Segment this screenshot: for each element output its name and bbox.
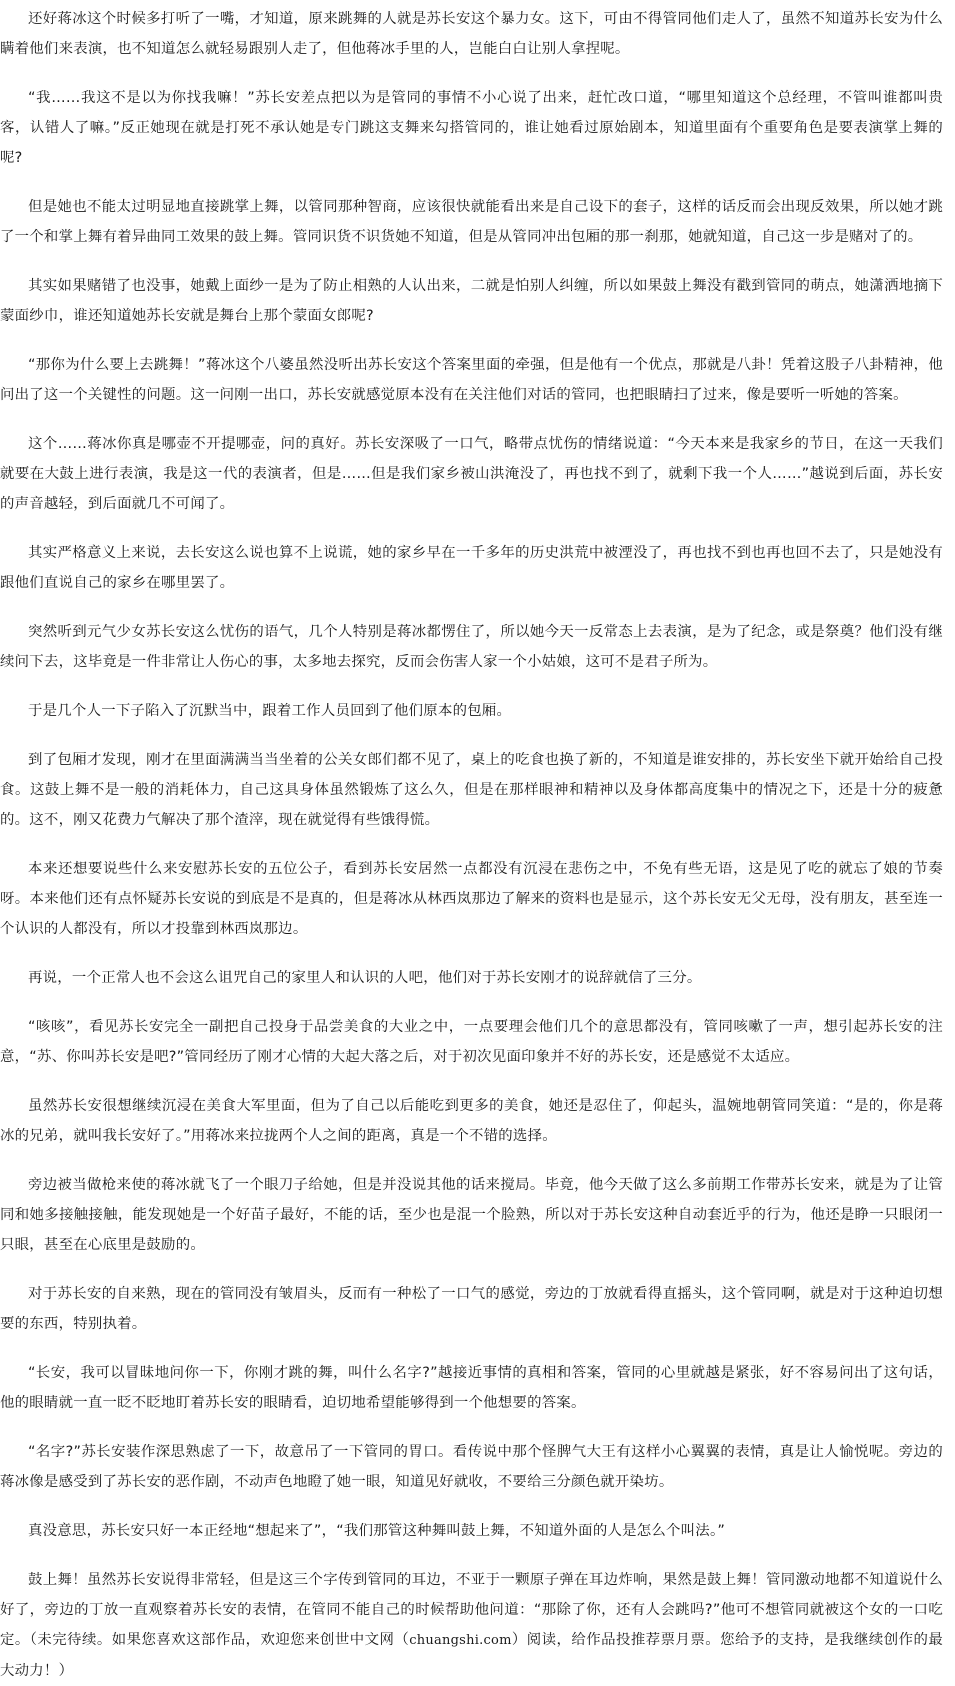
paragraph: 对于苏长安的自来熟，现在的管同没有皱眉头，反而有一种松了一口气的感觉，旁边的丁放就看得直摇头，这个管同啊，就是对于这种迫切想要的东西，特别执着。 [0,1286,943,1332]
paragraph: 其实如果赌错了也没事，她戴上面纱一是为了防止相熟的人认出来，二就是怕别人纠缠，所以如果鼓上舞没有戳到管同的萌点，她潇洒地摘下蒙面纱巾，谁还知道她苏长安就是舞台上那个蒙面女郎呢? [0,278,943,324]
paragraph: 本来还想要说些什么来安慰苏长安的五位公子，看到苏长安居然一点都没有沉浸在悲伤之中，不免有些无语，这是见了吃的就忘了娘的节奏呀。本来他们还有点怀疑苏长安说的到底是不是真的，但是蒋冰从林西岚那边了解来的资料也是显示，这个苏长安无父无母，没有朋友，甚至连一个认识的人都没有，所以才投靠到林西岚那边。 [0,861,943,937]
paragraph: 但是她也不能太过明显地直接跳掌上舞，以管同那种智商，应该很快就能看出来是自己设下的套子，这样的话反而会出现反效果，所以她才跳了一个和掌上舞有着异曲同工效果的鼓上舞。管同识货不识货她不知道，但是从管同冲出包厢的那一刹那，她就知道，自己这一步是赌对了的。 [0,199,943,245]
paragraph: “长安，我可以冒昧地问你一下，你刚才跳的舞，叫什么名字?”越接近事情的真相和答案，管同的心里就越是紧张，好不容易问出了这句话，他的眼睛就一直一眨不眨地盯着苏长安的眼睛看，迫切地希望能够得到一个他想要的答案。 [0,1365,943,1411]
paragraph: 其实严格意义上来说，去长安这么说也算不上说谎，她的家乡早在一千多年的历史洪荒中被湮没了，再也找不到也再也回不去了，只是她没有跟他们直说自己的家乡在哪里罢了。 [0,545,943,591]
paragraph: “咳咳”，看见苏长安完全一副把自己投身于品尝美食的大业之中，一点要理会他们几个的意思都没有，管同咳嗽了一声，想引起苏长安的注意，“苏、你叫苏长安是吧?”管同经历了刚才心情的大起大落之后，对于初次见面印象并不好的苏长安，还是感觉不太适应。 [0,1019,943,1065]
final-paragraph-tail: ）阅读，给作品投推荐票月票。您给予的支持，是我继续创作的最大动力！） [0,1632,943,1679]
paragraph: 还好蒋冰这个时候多打听了一嘴，才知道，原来跳舞的人就是苏长安这个暴力女。这下，可由不得管同他们走人了，虽然不知道苏长安为什么瞒着他们来表演，也不知道怎么就轻易跟别人走了，但他蒋冰手里的人，岂能白白让别人拿捏呢。 [0,11,943,57]
final-paragraph-text: 鼓上舞！虽然苏长安说得非常轻，但是这三个字传到管同的耳边，不亚于一颗原子弹在耳边炸响，果然是鼓上舞！管同激动地都不知道说什么好了，旁边的丁放一直观察着苏长安的表情，在管同不能自己的时候帮助他问道：“那除了你，还有人会跳吗?”他可不想管同就被这个女的一口吃定。（未完待续。如果您喜欢这部作品，欢迎您来创世中文网（ [0,1572,943,1648]
site-name: chuangshi.com [409,1633,512,1648]
paragraph: 虽然苏长安很想继续沉浸在美食大军里面，但为了自己以后能吃到更多的美食，她还是忍住了，仰起头，温婉地朝管同笑道：“是的，你是蒋冰的兄弟，就叫我长安好了。”用蒋冰来拉拢两个人之间的距离，真是一个不错的选择。 [0,1098,943,1144]
paragraph: “我……我这不是以为你找我嘛！”苏长安差点把以为是管同的事情不小心说了出来，赶忙改口道，“哪里知道这个总经理，不管叫谁都叫贵客，认错人了嘛。”反正她现在就是打死不承认她是专门跳这支舞来勾搭管同的，谁让她看过原始剧本，知道里面有个重要角色是要表演掌上舞的呢? [0,90,943,166]
paragraph: 旁边被当做枪来使的蒋冰就飞了一个眼刀子给她，但是并没说其他的话来搅局。毕竟，他今天做了这么多前期工作带苏长安来，就是为了让管同和她多接触接触，能发现她是一个好苗子最好，不能的话，至少也是混一个脸熟，所以对于苏长安这种自动套近乎的行为，他还是睁一只眼闭一只眼，甚至在心底里是鼓励的。 [0,1177,943,1253]
paragraph: 突然听到元气少女苏长安这么忧伤的语气，几个人特别是蒋冰都愣住了，所以她今天一反常态上去表演，是为了纪念，或是祭奠？他们没有继续问下去，这毕竟是一件非常让人伤心的事，太多地去探究，反而会伤害人家一个小姑娘，这可不是君子所为。 [0,624,943,670]
paragraph: “那你为什么要上去跳舞！”蒋冰这个八婆虽然没听出苏长安这个答案里面的牵强，但是他有一个优点，那就是八卦！凭着这股子八卦精神，他问出了这一个关键性的问题。这一问刚一出口，苏长安就感觉原本没有在关注他们对话的管同，也把眼睛扫了过来，像是要听一听她的答案。 [0,357,943,403]
paragraph: 于是几个人一下子陷入了沉默当中，跟着工作人员回到了他们原本的包厢。 [28,703,512,719]
paragraph: 这个……蒋冰你真是哪壶不开提哪壶，问的真好。苏长安深吸了一口气，略带点忧伤的情绪说道：“今天本来是我家乡的节日，在这一天我们就要在大鼓上进行表演，我是这一代的表演者，但是……但是我们家乡被山洪淹没了，再也找不到了，就剩下我一个人……”越说到后面，苏长安的声音越轻，到后面就几不可闻了。 [0,436,943,512]
paragraph: “名字?”苏长安装作深思熟虑了一下，故意吊了一下管同的胃口。看传说中那个怪脾气大王有这样小心翼翼的表情，真是让人愉悦呢。旁边的蒋冰像是感受到了苏长安的恶作剧，不动声色地瞪了她一眼，知道见好就收，不要给三分颜色就开染坊。 [0,1444,943,1490]
paragraph: 真没意思，苏长安只好一本正经地“想起来了”，“我们那管这种舞叫鼓上舞，不知道外面的人是怎么个叫法。” [28,1523,726,1539]
final-paragraph [0,1565,943,1686]
paragraph: 到了包厢才发现，刚才在里面满满当当坐着的公关女郎们都不见了，桌上的吃食也换了新的，不知道是谁安排的，苏长安坐下就开始给自己投食。这鼓上舞不是一般的消耗体力，自己这具身体虽然锻炼了这么久，但是在那样眼神和精神以及身体都高度集中的情况之下，还是十分的疲惫的。这不，刚又花费力气解决了那个渣滓，现在就觉得有些饿得慌。 [0,752,943,828]
paragraph: 再说，一个正常人也不会这么诅咒自己的家里人和认识的人吧，他们对于苏长安刚才的说辞就信了三分。 [28,970,702,986]
